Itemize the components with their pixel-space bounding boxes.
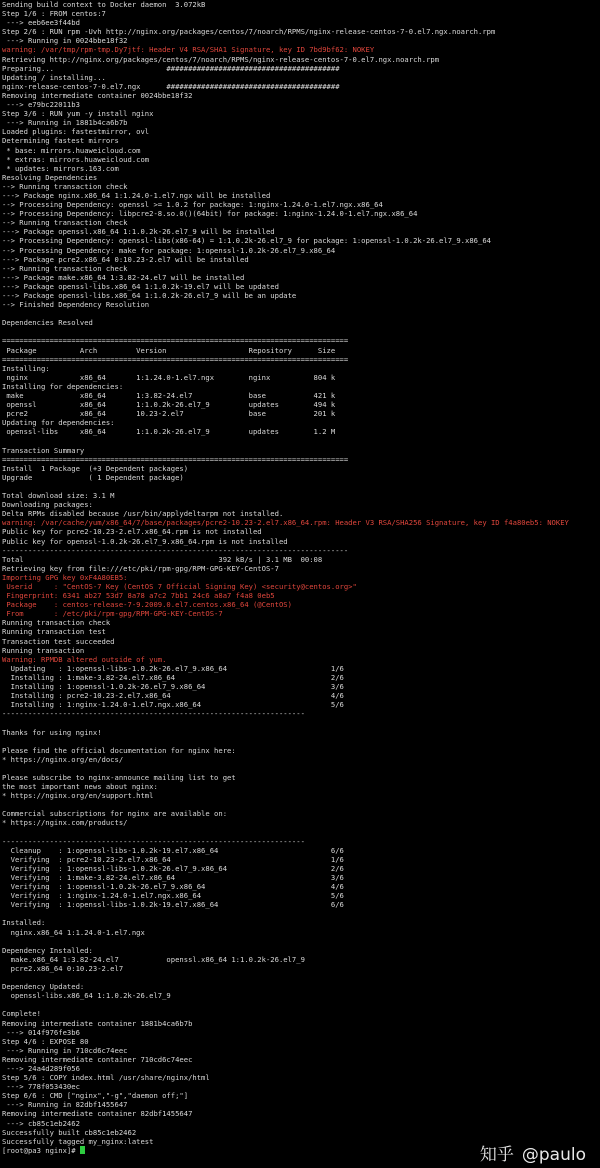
terminal-line: warning: /var/tmp/rpm-tmp.Dy7jtf: Header V4 RSA/SHA1 Signature, key ID 7bd9bf62: NOKEY: [2, 45, 375, 55]
terminal-line: ---> Package openssl-libs.x86_64 1:1.0.2k-26.el7_9 will be an update: [2, 291, 297, 300]
terminal-line: Dependency Updated:: [2, 982, 85, 992]
terminal-line: Package Arch Version Repository Size: [2, 345, 336, 355]
watermark-site: 知乎: [479, 1144, 514, 1165]
terminal-line: --> Running transaction check: [2, 181, 128, 191]
terminal-line: Removing intermediate container 710cd6c74eec: [2, 1054, 193, 1064]
terminal-line: Loaded plugins: fastestmirror, ovl: [2, 127, 150, 137]
terminal-line: Total download size: 3.1 M: [2, 491, 115, 501]
terminal-line: Installed:: [2, 918, 46, 928]
terminal-line: Please find the official documentation for nginx here:: [2, 745, 236, 755]
terminal-line: ---> 24a4d289f056: [2, 1063, 80, 1073]
terminal-line: * extras: mirrors.huaweicloud.com: [2, 154, 150, 164]
terminal-line: [2, 937, 598, 946]
terminal-line: the most important news about nginx:: [2, 782, 158, 792]
terminal-line: Removing intermediate container 0024bbe18f32: [2, 90, 193, 100]
terminal-line: Verifying : 1:openssl-libs-1.0.2k-19.el7.x86_64 6/6: [2, 900, 344, 910]
terminal-output: [2, 0, 598, 1155]
terminal-line: [2, 718, 598, 727]
terminal-line: Installing:: [2, 363, 50, 373]
terminal-line: ================================================================================: [2, 454, 349, 464]
terminal-line: * https://nginx.org/en/docs/: [2, 754, 124, 764]
terminal-line: Step 2/6 : RUN rpm -Uvh http://nginx.org/packages/centos/7/noarch/RPMS/nginx-release-centos-7-0.el7.ngx.noarch.rpm: [2, 27, 496, 37]
terminal-line: Complete!: [2, 1009, 41, 1019]
terminal-line: From : /etc/pki/rpm-gpg/RPM-GPG-KEY-CentOS-7: [2, 609, 223, 619]
terminal-line: Updating / installing...: [2, 72, 106, 82]
terminal-line: [2, 437, 598, 446]
terminal-line: warning: /var/cache/yum/x86_64/7/base/packages/pcre2-10.23-2.el7.x86_64.rpm: Header V3 RSA/SHA256 Signature, key ID f4a80eb5: NOKEY: [2, 518, 569, 528]
terminal-line: ---> Package openssl-libs.x86_64 1:1.0.2k-19.el7 will be updated: [2, 281, 279, 291]
terminal-line: Sending build context to Docker daemon 3.072kB: [2, 0, 206, 9]
watermark: [479, 1144, 586, 1165]
terminal-line: [2, 764, 598, 773]
terminal-line: Running transaction test: [2, 627, 106, 637]
terminal-line: Upgrade ( 1 Dependent package): [2, 472, 184, 482]
terminal-line: ---> eeb6ee3f44bd: [2, 18, 80, 28]
terminal-line: Updating : 1:openssl-libs-1.0.2k-26.el7_9.x86_64 1/6: [2, 663, 344, 673]
terminal-line: openssl-libs x86_64 1:1.0.2k-26.el7_9 updates 1.2 M: [2, 427, 336, 437]
terminal-line: [2, 800, 598, 809]
terminal-line: Public key for openssl-1.0.2k-26.el7_9.x86_64.rpm is not installed: [2, 536, 288, 546]
terminal-line: --> Processing Dependency: openssl-libs(x86-64) = 1:1.0.2k-26.el7_9 for package: 1:openssl-1.0.2k-26.el7_9.x86_64: [2, 236, 491, 246]
terminal-line: Determining fastest mirrors: [2, 136, 119, 146]
terminal-line: [2, 1000, 598, 1009]
terminal-line: Step 3/6 : RUN yum -y install nginx: [2, 109, 154, 119]
terminal-line: [2, 482, 598, 491]
terminal-line: Installing for dependencies:: [2, 381, 124, 391]
terminal-line: Verifying : 1:openssl-libs-1.0.2k-26.el7_9.x86_64 2/6: [2, 863, 344, 873]
terminal-line: Running transaction: [2, 645, 85, 655]
terminal-line: Fingerprint: 6341 ab27 53d7 8a78 a7c2 7bb1 24c6 a8a7 f4a8 0eb5: [2, 591, 275, 601]
terminal-line: [2, 973, 598, 982]
terminal-line: Successfully tagged my_nginx:latest: [2, 1136, 154, 1146]
terminal-line: * base: mirrors.huaweicloud.com: [2, 145, 141, 155]
terminal-line: Cleanup : 1:openssl-libs-1.0.2k-19.el7.x86_64 6/6: [2, 845, 344, 855]
terminal-line: [2, 327, 598, 336]
terminal-line: nginx.x86_64 1:1.24.0-1.el7.ngx: [2, 927, 145, 937]
terminal-line: --> Running transaction check: [2, 263, 128, 273]
terminal-line: Importing GPG key 0xF4A80EB5:: [2, 572, 128, 582]
terminal-line: pcre2 x86_64 10.23-2.el7 base 201 k: [2, 409, 336, 419]
terminal-line: make x86_64 1:3.82-24.el7 base 421 k: [2, 391, 336, 401]
terminal-line: Please subscribe to nginx-announce mailing list to get: [2, 772, 236, 782]
terminal-line: * https://nginx.org/en/support.html: [2, 791, 154, 801]
terminal-line: Userid : "CentOS-7 Key (CentOS 7 Official Signing Key) <security@centos.org>": [2, 582, 357, 591]
terminal-line: pcre2.x86_64 0:10.23-2.el7: [2, 963, 124, 973]
terminal-line: [2, 309, 598, 318]
terminal-line: Downloading packages:: [2, 500, 93, 510]
terminal-line: Verifying : 1:openssl-1.0.2k-26.el7_9.x86_64 4/6: [2, 882, 344, 892]
terminal-line: ---> Package make.x86_64 1:3.82-24.el7 will be installed: [2, 272, 245, 282]
terminal-line: * https://nginx.com/products/: [2, 818, 128, 828]
terminal-line: ----------------------------------------------------------------------: [2, 836, 305, 846]
terminal-line: nginx-release-centos-7-0.el7.ngx ########################################: [2, 81, 340, 91]
terminal-line: ---> Running in 1881b4ca6b7b: [2, 118, 128, 128]
terminal-line: Updating for dependencies:: [2, 418, 115, 428]
terminal-line: Verifying : pcre2-10.23-2.el7.x86_64 1/6: [2, 854, 344, 864]
prompt-text: [root@pa3 nginx]#: [2, 1145, 80, 1155]
terminal-line: ---> Package pcre2.x86_64 0:10.23-2.el7 will be installed: [2, 254, 249, 264]
terminal-line: --> Processing Dependency: openssl >= 1.0.2 for package: 1:nginx-1.24.0-1.el7.ngx.x86_64: [2, 200, 383, 210]
terminal-line: ================================================================================: [2, 336, 349, 346]
terminal-line: Total 392 kB/s | 3.1 MB 00:08: [2, 554, 323, 564]
terminal-line: [2, 828, 598, 837]
terminal-line: Step 4/6 : EXPOSE 80: [2, 1036, 89, 1046]
terminal-line: ================================================================================: [2, 354, 349, 364]
terminal-line: openssl-libs.x86_64 1:1.0.2k-26.el7_9: [2, 991, 171, 1001]
terminal-line: Dependencies Resolved: [2, 318, 93, 328]
terminal-line: ----------------------------------------------------------------------: [2, 709, 305, 719]
terminal-line: * updates: mirrors.163.com: [2, 163, 119, 173]
terminal-line: ---> 778f053430ec: [2, 1082, 80, 1092]
terminal-line: Step 1/6 : FROM centos:7: [2, 9, 106, 19]
terminal-line: openssl x86_64 1:1.0.2k-26.el7_9 updates 494 k: [2, 400, 336, 410]
terminal-line: Commercial subscriptions for nginx are available on:: [2, 809, 228, 819]
terminal-line: Dependency Installed:: [2, 945, 93, 955]
terminal-line: Verifying : 1:make-3.82-24.el7.x86_64 3/6: [2, 873, 344, 882]
terminal-line: [2, 909, 598, 918]
terminal-line: Installing : 1:openssl-1.0.2k-26.el7_9.x86_64 3/6: [2, 682, 344, 692]
terminal-line: --> Processing Dependency: make for package: 1:openssl-1.0.2k-26.el7_9.x86_64: [2, 245, 336, 255]
terminal-line: --> Processing Dependency: libpcre2-8.so.0()(64bit) for package: 1:nginx-1.24.0-1.el7.ngx.x86_64: [2, 209, 418, 219]
terminal-line: Installing : pcre2-10.23-2.el7.x86_64 4/6: [2, 691, 344, 701]
terminal-line: Installing : 1:make-3.82-24.el7.x86_64 2/6: [2, 672, 344, 682]
terminal-line: make.x86_64 1:3.82-24.el7 openssl.x86_64 1:1.0.2k-26.el7_9: [2, 954, 305, 964]
terminal-line: Preparing... ########################################: [2, 63, 340, 73]
terminal-line: Transaction Summary: [2, 445, 85, 455]
terminal-line: --> Running transaction check: [2, 218, 128, 228]
terminal-line: Removing intermediate container 82dbf1455647: [2, 1109, 193, 1119]
terminal-line: Resolving Dependencies: [2, 172, 98, 182]
terminal-line: Step 6/6 : CMD ["nginx","-g","daemon off;"]: [2, 1091, 189, 1101]
terminal-line: ---> e79bc22011b3: [2, 100, 80, 110]
watermark-handle: @paulo: [521, 1144, 586, 1165]
terminal-line: ---> Package nginx.x86_64 1:1.24.0-1.el7.ngx will be installed: [2, 190, 271, 200]
terminal-line: Retrieving http://nginx.org/packages/centos/7/noarch/RPMS/nginx-release-centos-7-0.el7.ngx.noarch.rpm: [2, 54, 440, 64]
terminal-line: Delta RPMs disabled because /usr/bin/applydeltarpm not installed.: [2, 509, 284, 519]
terminal-line: ---> Running in 710cd6c74eec: [2, 1045, 128, 1055]
terminal-line: [2, 737, 598, 746]
terminal-line: Verifying : 1:nginx-1.24.0-1.el7.ngx.x86_64 5/6: [2, 891, 344, 901]
terminal-line: Thanks for using nginx!: [2, 727, 102, 737]
terminal-line: Transaction test succeeded: [2, 636, 115, 646]
terminal-line: Retrieving key from file:///etc/pki/rpm-gpg/RPM-GPG-KEY-CentOS-7: [2, 563, 279, 573]
terminal-line: Removing intermediate container 1881b4ca6b7b: [2, 1018, 193, 1028]
cursor-icon: [80, 1146, 85, 1154]
terminal-line: Package : centos-release-7-9.2009.0.el7.centos.x86_64 (@CentOS): [2, 600, 292, 610]
terminal-line: ---> 014f976fe3b6: [2, 1027, 80, 1037]
terminal-line: Install 1 Package (+3 Dependent packages): [2, 463, 189, 473]
terminal-line: Installing : 1:nginx-1.24.0-1.el7.ngx.x86_64 5/6: [2, 700, 344, 710]
terminal-line: ---> Package openssl.x86_64 1:1.0.2k-26.el7_9 will be installed: [2, 227, 275, 237]
terminal-line: Public key for pcre2-10.23-2.el7.x86_64.rpm is not installed: [2, 527, 262, 537]
terminal-line: Running transaction check: [2, 618, 111, 628]
terminal-line: Successfully built cb85c1eb2462: [2, 1127, 137, 1137]
terminal-line: --> Finished Dependency Resolution: [2, 300, 150, 310]
terminal-line: ---> Running in 0024bbe18f32: [2, 36, 128, 46]
terminal-line: nginx x86_64 1:1.24.0-1.el7.ngx nginx 804 k: [2, 372, 336, 382]
terminal-line: ---> Running in 82dbf1455647: [2, 1100, 128, 1110]
terminal-line: Warning: RPMDB altered outside of yum.: [2, 654, 167, 664]
terminal-line: Step 5/6 : COPY index.html /usr/share/nginx/html: [2, 1073, 210, 1083]
terminal-line: --------------------------------------------------------------------------------: [2, 545, 349, 555]
terminal-line: ---> cb85c1eb2462: [2, 1118, 80, 1128]
